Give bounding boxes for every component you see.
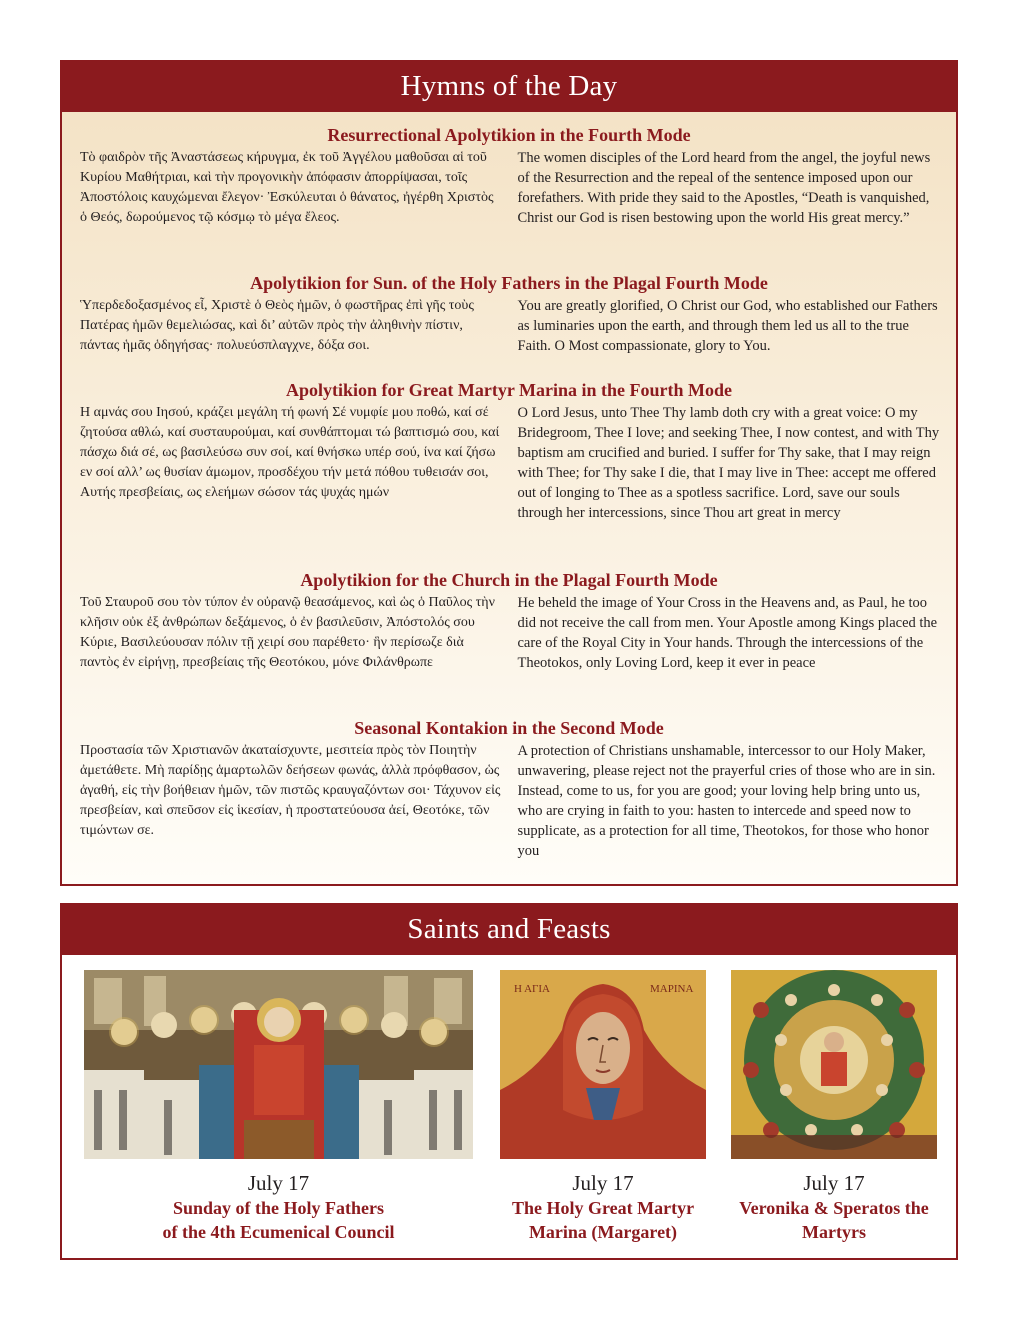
hymn-english-text: The women disciples of the Lord heard from the angel, the joyful news of the Resurrection and the repeal of the sentence imposed upon our forefathers. With pride they said to the Apostles, “Death is vanquished, Christ our God is risen bestowing upon the world His great mercy.” xyxy=(517,150,931,226)
saint-name-line: Marina (Margaret) xyxy=(528,1222,678,1242)
saint-name-line: Sunday of the Holy Fathers xyxy=(172,1198,385,1218)
hymns-section-title: Hymns of the Day xyxy=(62,62,956,112)
hymn-greek-text: Προστασία τῶν Χριστιανῶν ἀκαταίσχυντε, μεσιτεία πρὸς τὸν Ποιητὴν ἀμετάθετε. Μὴ παρίδῃς ἁμαρτωλῶν δεήσεων φωνάς, ἀλλὰ πρόφθασον, ὡς ἀγαθή, εἰς τὴν βοήθειαν ἡμῶν, τῶν πιστῶς κραυγαζόντων σοι· Τάχυνον εἰς πρεσβείαν, καὶ σπεῦσον εἰς ἱκεσίαν, ἡ προστατεύουσα ἀεί, Θεοτόκε, τῶν τιμώντων σε. xyxy=(80,743,501,838)
saint-date: July 17 xyxy=(572,1171,634,1195)
hymn-title: Apolytikion for the Church in the Plagal Fourth Mode xyxy=(300,570,718,590)
saints-section-title: Saints and Feasts xyxy=(62,905,956,955)
holy-fathers-icon xyxy=(84,970,473,1159)
marina-icon-inscription-right: ΜΑΡΙΝΑ xyxy=(650,983,694,995)
saint-name-line: Veronika & Speratos the xyxy=(739,1198,929,1218)
hymn-title: Seasonal Kontakion in the Second Mode xyxy=(354,718,664,738)
hymn-greek-text: Τὸ φαιδρὸν τῆς Ἀναστάσεως κήρυγμα, ἐκ τοῦ Ἀγγέλου μαθοῦσαι αἱ τοῦ Κυρίου Μαθήτριαι, καὶ τὴν προγονικὴν ἀπόφασιν ἀπορρίψασαι, τοῖς Ἀποστόλοις καυχώμεναι ἔλεγον· Ἐσκύλευται ὁ θάνατος, ἠγέρθη Χριστὸς ὁ Θεός, δωρούμενος τῷ κόσμῳ τὸ μέγα ἔλεος. xyxy=(80,150,494,225)
hymn-greek-text: Τοῦ Σταυροῦ σου τὸν τύπον ἐν οὐρανῷ θεασάμενος, καὶ ὡς ὁ Παῦλος τὴν κλῆσιν οὐκ ἐξ ἀνθρώπων δεξάμενος, ὁ ἐν βασιλεῦσιν, Ἀπόστολός σου Κύριε, Βασιλεύουσαν πόλιν τῇ χειρί σου παρέθετο· ἣν περίσωζε διὰ παντὸς ἐν εἰρήνῃ, πρεσβείαις τῆς Θεοτόκου, μόνε Φιλάνθρωπε xyxy=(80,595,495,670)
hymn-english-text: You are greatly glorified, O Christ our God, who established our Fathers as luminaries upon the earth, and through them led us all to the true Faith. O Most compassionate, glory to You. xyxy=(517,298,938,354)
saint-name-line: The Holy Great Martyr xyxy=(511,1198,695,1218)
saint-date: July 17 xyxy=(803,1171,865,1195)
hymn-block xyxy=(62,124,956,228)
hymn-title: Apolytikion for Sun. of the Holy Fathers in the Plagal Fourth Mode xyxy=(250,273,768,293)
hymn-greek-text: Η αμνάς σου Ιησού, κράζει μεγάλη τή φωνή Σέ νυμφίε μου ποθώ, καί σέ ζητούσα αθλώ, καί συσταυρούμαι, καί συνθάπτομαι τώ βαπτισμώ σου, καί πάσχω διά σέ, ως βασιλεύσω συν σοί, καί θνήσκω υπέρ σού, ίνα καί ζήσω εν σοί αλλ’ ως θυσίαν άμωμον, προσδέχου τήν μετά πόθου τυθεισάν σοι, Αυτής πρεσβείαις, ως ελεήμων σώσον τάς ψυχάς ημών xyxy=(80,405,500,500)
marina-icon xyxy=(500,970,706,1159)
hymn-title: Resurrectional Apolytikion in the Fourth Mode xyxy=(327,125,691,145)
saint-date: July 17 xyxy=(247,1171,310,1195)
hymn-block xyxy=(62,272,956,356)
hymn-greek-text: Ὑπερδεδοξασμένος εἶ, Χριστὲ ὁ Θεὸς ἡμῶν, ὁ φωστῆρας ἐπὶ γῆς τοὺς Πατέρας ἡμῶν θεμελιώσας, καὶ δι’ αὐτῶν πρὸς τὴν ἀληθινὴν πίστιν, πάντας ἡμᾶς ὁδηγήσας· πολυεύσπλαγχνε, δόξα σοι. xyxy=(80,298,474,353)
marina-icon-inscription-left: Η ΑΓΙΑ xyxy=(514,983,550,995)
saint-entry xyxy=(84,1170,473,1244)
hymn-block xyxy=(62,717,956,861)
hymns-panel xyxy=(60,60,958,886)
all-saints-icon xyxy=(731,970,937,1159)
saint-entry xyxy=(721,1170,947,1244)
saint-name-line: Martyrs xyxy=(802,1222,866,1242)
hymn-block xyxy=(62,569,956,673)
saint-entry xyxy=(490,1170,716,1244)
hymn-english-text: A protection of Christians unshamable, intercessor to our Holy Maker, unwavering, please reject not the prayerful cries of those who are in sin. Instead, come to us, for you are good; your loving help bring unto us, who are crying in faith to you: hasten to intercede and speed now to supplicate, as a protection for all time, Theotokos, for those who honor you xyxy=(517,743,936,859)
hymn-title: Apolytikion for Great Martyr Marina in the Fourth Mode xyxy=(286,380,732,400)
saint-name-line: of the 4th Ecumenical Council xyxy=(162,1222,395,1242)
hymn-block xyxy=(62,379,956,523)
hymn-english-text: O Lord Jesus, unto Thee Thy lamb doth cry with a great voice: O my Bridegroom, Thee I love; and seeking Thee, I now contest, and with Thy baptism am crucified and buried. I suffer for Thy sake, that I may reign with Thee; for Thy sake I die, that I may live in Thee: accept me offered out of longing to Thee as a spotless sacrifice. Lord, save our souls through her intercessions, since Thou art great in mercy xyxy=(517,405,940,521)
hymn-english-text: He beheld the image of Your Cross in the Heavens and, as Paul, he too did not receive the call from men. Your Apostle among Kings placed the care of the Royal City in Your hands. Through the intercessions of the Theotokos, only Loving Lord, keep it ever in peace xyxy=(517,595,938,671)
